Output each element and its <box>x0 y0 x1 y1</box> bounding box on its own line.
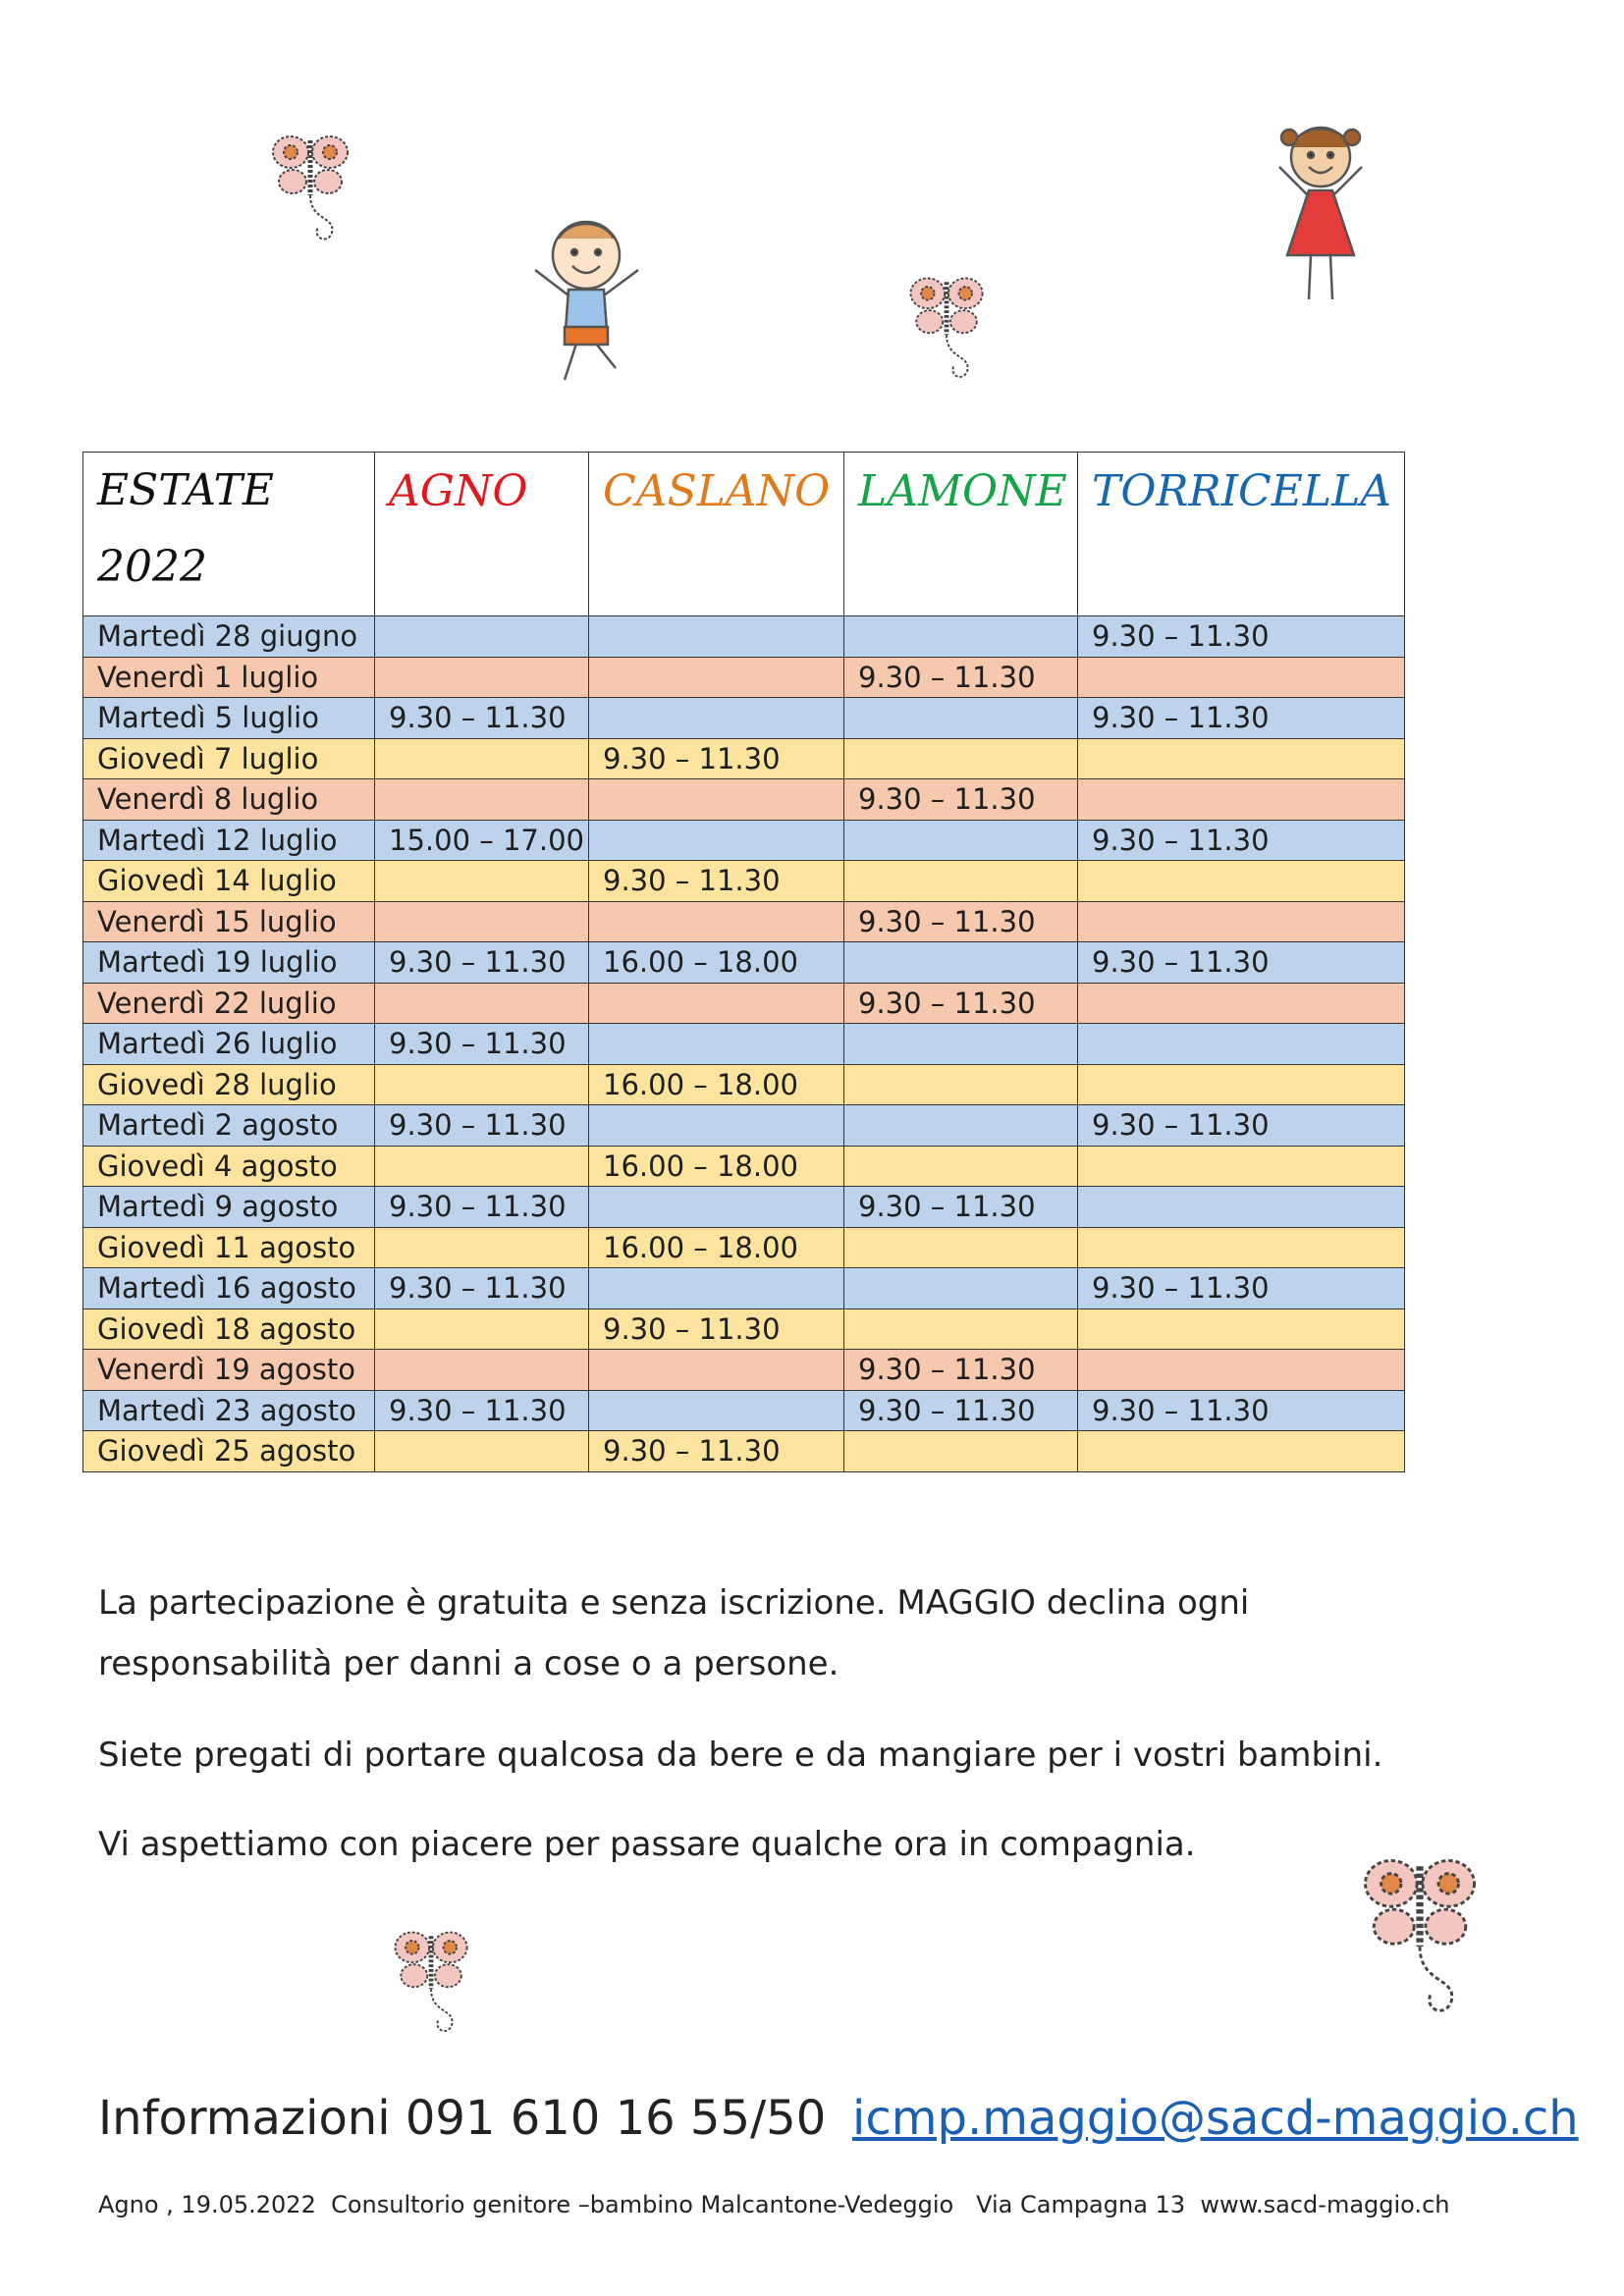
time-cell-lamone <box>844 1227 1078 1268</box>
time-cell-agno <box>375 901 589 942</box>
time-cell-agno <box>375 861 589 902</box>
date-cell: Venerdì 8 luglio <box>83 779 375 821</box>
time-cell-lamone <box>844 1146 1078 1187</box>
time-cell-lamone <box>844 1064 1078 1105</box>
header-row <box>83 453 1405 616</box>
time-cell-agno <box>375 1308 589 1350</box>
time-cell-torricella <box>1078 738 1405 779</box>
time-cell-lamone <box>844 1024 1078 1065</box>
time-cell-lamone <box>844 1268 1078 1309</box>
header-estate: ESTATE 2022 <box>83 453 375 616</box>
time-cell-torricella <box>1078 1227 1405 1268</box>
time-cell-lamone <box>844 1105 1078 1147</box>
time-cell-caslano <box>589 1390 844 1431</box>
date-cell: Martedì 9 agosto <box>83 1187 375 1228</box>
time-cell-torricella <box>1078 901 1405 942</box>
table-row <box>83 942 1405 984</box>
table-row <box>83 1390 1405 1431</box>
table-row <box>83 901 1405 942</box>
time-cell-lamone <box>844 861 1078 902</box>
time-cell-caslano <box>589 616 844 658</box>
table-row <box>83 1268 1405 1309</box>
butterfly-icon <box>903 265 992 388</box>
time-cell-lamone: 9.30 – 11.30 <box>844 901 1078 942</box>
time-cell-torricella: 9.30 – 11.30 <box>1078 942 1405 984</box>
time-cell-agno <box>375 616 589 658</box>
time-cell-torricella <box>1078 779 1405 821</box>
time-cell-lamone <box>844 942 1078 984</box>
time-cell-agno <box>375 657 589 698</box>
date-cell: Giovedì 18 agosto <box>83 1308 375 1350</box>
note-participation-line2: responsabilità per danni a cose o a persone. <box>98 1644 839 1683</box>
time-cell-lamone <box>844 738 1078 779</box>
table-row <box>83 698 1405 739</box>
date-cell: Martedì 12 luglio <box>83 820 375 861</box>
table-row <box>83 657 1405 698</box>
time-cell-caslano: 9.30 – 11.30 <box>589 1431 844 1472</box>
date-cell: Giovedì 25 agosto <box>83 1431 375 1472</box>
note-bring-food: Siete pregati di portare qualcosa da bere e da mangiare per i vostri bambini. <box>98 1735 1383 1775</box>
note-welcome: Vi aspettiamo con piacere per passare qualche ora in compagnia. <box>98 1825 1196 1864</box>
time-cell-lamone <box>844 1308 1078 1350</box>
time-cell-torricella <box>1078 1064 1405 1105</box>
time-cell-caslano: 16.00 – 18.00 <box>589 1227 844 1268</box>
time-cell-caslano: 9.30 – 11.30 <box>589 861 844 902</box>
table-row <box>83 1024 1405 1065</box>
time-cell-agno <box>375 1064 589 1105</box>
date-cell: Martedì 16 agosto <box>83 1268 375 1309</box>
header-agno: AGNO <box>375 453 589 616</box>
table-row <box>83 1308 1405 1350</box>
table-row <box>83 1227 1405 1268</box>
time-cell-agno <box>375 1431 589 1472</box>
time-cell-caslano <box>589 983 844 1024</box>
table-row <box>83 1146 1405 1187</box>
date-cell: Martedì 28 giugno <box>83 616 375 658</box>
time-cell-torricella <box>1078 1187 1405 1228</box>
date-cell: Martedì 23 agosto <box>83 1390 375 1431</box>
time-cell-agno <box>375 1146 589 1187</box>
header-caslano: CASLANO <box>589 453 844 616</box>
table-row <box>83 738 1405 779</box>
time-cell-caslano <box>589 1105 844 1147</box>
time-cell-torricella <box>1078 1350 1405 1391</box>
time-cell-agno: 9.30 – 11.30 <box>375 1105 589 1147</box>
butterfly-icon <box>388 1919 476 2042</box>
note-participation <box>98 1573 1473 1694</box>
time-cell-agno: 9.30 – 11.30 <box>375 942 589 984</box>
butterfly-icon <box>1355 1841 1488 2027</box>
time-cell-lamone: 9.30 – 11.30 <box>844 983 1078 1024</box>
time-cell-lamone: 9.30 – 11.30 <box>844 779 1078 821</box>
date-cell: Giovedì 28 luglio <box>83 1064 375 1105</box>
time-cell-agno <box>375 779 589 821</box>
time-cell-caslano: 16.00 – 18.00 <box>589 942 844 984</box>
table-row <box>83 861 1405 902</box>
time-cell-torricella <box>1078 983 1405 1024</box>
date-cell: Martedì 26 luglio <box>83 1024 375 1065</box>
time-cell-lamone <box>844 698 1078 739</box>
date-cell: Venerdì 1 luglio <box>83 657 375 698</box>
time-cell-torricella <box>1078 1431 1405 1472</box>
time-cell-torricella: 9.30 – 11.30 <box>1078 698 1405 739</box>
time-cell-torricella <box>1078 1146 1405 1187</box>
time-cell-lamone <box>844 820 1078 861</box>
butterfly-icon <box>267 123 355 250</box>
time-cell-caslano <box>589 657 844 698</box>
time-cell-lamone: 9.30 – 11.30 <box>844 1390 1078 1431</box>
table-row <box>83 820 1405 861</box>
date-cell: Giovedì 7 luglio <box>83 738 375 779</box>
time-cell-caslano: 16.00 – 18.00 <box>589 1146 844 1187</box>
note-participation-line1: La partecipazione è gratuita e senza iscrizione. MAGGIO declina ogni <box>98 1583 1250 1623</box>
time-cell-caslano <box>589 1268 844 1309</box>
time-cell-agno <box>375 1350 589 1391</box>
time-cell-agno: 9.30 – 11.30 <box>375 698 589 739</box>
header-torricella: TORRICELLA <box>1078 453 1405 616</box>
time-cell-torricella: 9.30 – 11.30 <box>1078 616 1405 658</box>
time-cell-agno <box>375 983 589 1024</box>
time-cell-agno: 9.30 – 11.30 <box>375 1187 589 1228</box>
boy-icon <box>525 211 648 393</box>
table-row <box>83 779 1405 821</box>
table-row <box>83 1064 1405 1105</box>
time-cell-caslano <box>589 1024 844 1065</box>
table-row <box>83 983 1405 1024</box>
table-row <box>83 616 1405 658</box>
time-cell-agno: 9.30 – 11.30 <box>375 1024 589 1065</box>
time-cell-torricella <box>1078 1024 1405 1065</box>
date-cell: Martedì 5 luglio <box>83 698 375 739</box>
date-cell: Giovedì 14 luglio <box>83 861 375 902</box>
time-cell-caslano: 9.30 – 11.30 <box>589 738 844 779</box>
time-cell-torricella: 9.30 – 11.30 <box>1078 1268 1405 1309</box>
time-cell-torricella <box>1078 861 1405 902</box>
time-cell-caslano <box>589 1350 844 1391</box>
time-cell-agno: 15.00 – 17.00 <box>375 820 589 861</box>
time-cell-lamone <box>844 1431 1078 1472</box>
girl-icon <box>1272 108 1370 314</box>
date-cell: Venerdì 19 agosto <box>83 1350 375 1391</box>
footer-text: Agno , 19.05.2022 Consultorio genitore –bambino Malcantone-Vedeggio Via Campagna 13 www.sacd-maggio.ch <box>98 2191 1450 2218</box>
time-cell-agno <box>375 1227 589 1268</box>
time-cell-torricella <box>1078 657 1405 698</box>
time-cell-lamone: 9.30 – 11.30 <box>844 1187 1078 1228</box>
time-cell-caslano <box>589 820 844 861</box>
time-cell-caslano: 16.00 – 18.00 <box>589 1064 844 1105</box>
date-cell: Venerdì 22 luglio <box>83 983 375 1024</box>
contact-phone: Informazioni 091 610 16 55/50 <box>98 2091 827 2146</box>
time-cell-torricella <box>1078 1308 1405 1350</box>
schedule-table <box>82 452 1405 1472</box>
time-cell-torricella: 9.30 – 11.30 <box>1078 1390 1405 1431</box>
table-row <box>83 1105 1405 1147</box>
time-cell-torricella: 9.30 – 11.30 <box>1078 820 1405 861</box>
time-cell-caslano <box>589 779 844 821</box>
time-cell-caslano: 9.30 – 11.30 <box>589 1308 844 1350</box>
time-cell-caslano <box>589 901 844 942</box>
table-row <box>83 1350 1405 1391</box>
date-cell: Martedì 19 luglio <box>83 942 375 984</box>
date-cell: Martedì 2 agosto <box>83 1105 375 1147</box>
table-row <box>83 1431 1405 1472</box>
table-row <box>83 1187 1405 1228</box>
time-cell-agno: 9.30 – 11.30 <box>375 1390 589 1431</box>
time-cell-agno: 9.30 – 11.30 <box>375 1268 589 1309</box>
header-lamone: LAMONE <box>844 453 1078 616</box>
contact-email-link[interactable]: icmp.maggio@sacd-maggio.ch <box>852 2091 1579 2146</box>
time-cell-caslano <box>589 698 844 739</box>
time-cell-lamone <box>844 616 1078 658</box>
time-cell-caslano <box>589 1187 844 1228</box>
date-cell: Giovedì 4 agosto <box>83 1146 375 1187</box>
time-cell-agno <box>375 738 589 779</box>
date-cell: Giovedì 11 agosto <box>83 1227 375 1268</box>
date-cell: Venerdì 15 luglio <box>83 901 375 942</box>
time-cell-torricella: 9.30 – 11.30 <box>1078 1105 1405 1147</box>
time-cell-lamone: 9.30 – 11.30 <box>844 1350 1078 1391</box>
time-cell-lamone: 9.30 – 11.30 <box>844 657 1078 698</box>
